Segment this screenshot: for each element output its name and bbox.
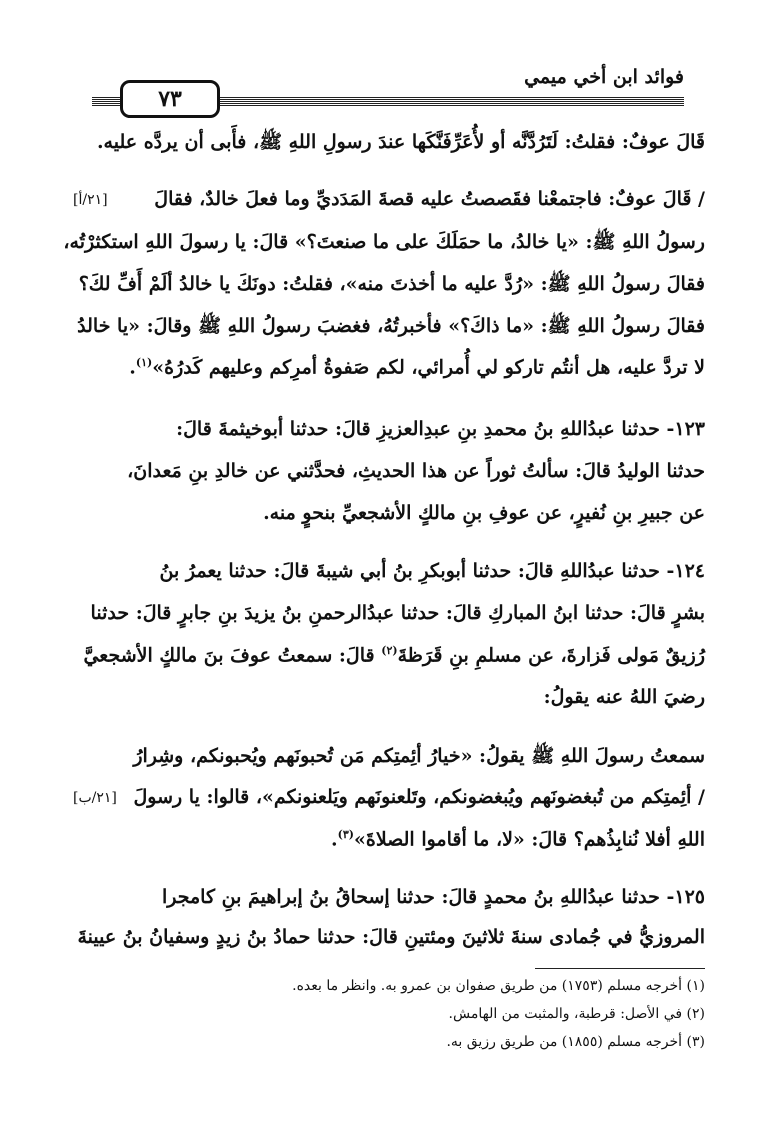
- text-fragment: رُزيقٌ مَولى فَزارةَ، عن مسلمِ بنِ قَرَظةَ: [397, 644, 705, 667]
- text-line: ١٢٤- حدثنا عبدُاللهِ قالَ: حدثنا أبوبكرِ بنُ أبي شيبةَ قالَ: حدثنا يعمرُ بنُ: [159, 560, 705, 582]
- text-fragment: لا تردَّ عليه، هل أنتُم تاركو لي أُمرائي، لكم صَفوةُ أمرِكم وعليهم كَدرُهُ»: [152, 356, 705, 379]
- page-number: ٧٣: [120, 80, 220, 118]
- text-line: بشرٍ قالَ: حدثنا ابنُ المباركِ قالَ: حدثنا عبدُالرحمنِ بنُ يزيدَ بنِ جابرٍ قالَ: حدثنا: [90, 602, 705, 624]
- folio-marker: [٢١/ب]: [73, 790, 117, 806]
- footnote-ref: (٢): [381, 644, 398, 657]
- text-line: اللهِ أفلا نُنابِذُهم؟ قالَ: «لا، ما أقاموا الصلاةَ»$^{(٣)}$.: [331, 828, 705, 851]
- text-fragment: قالَ: سمعتُ عوفَ بنَ مالكٍ الأشجعيَّ: [83, 644, 375, 667]
- book-title: فوائد ابن أخي ميمي: [524, 66, 684, 88]
- text-line: فقالَ رسولُ اللهِ ﷺ: «رُدَّ عليه ما أخذتَ منه»، فقلتُ: دونَكَ يا خالدُ ألَمْ أَفِّ لكَ؟: [78, 273, 705, 295]
- text-line: رضيَ اللهُ عنه يقولُ:: [543, 686, 705, 708]
- text-line: فقالَ رسولُ اللهِ ﷺ: «ما ذاكَ؟» فأخبرتُهُ، فغضبَ رسولُ اللهِ ﷺ وقالَ: «يا خالدُ: [77, 315, 705, 337]
- footnote-ref: (٣): [337, 828, 354, 841]
- text-line: ١٢٣- حدثنا عبدُاللهِ بنُ محمدِ بنِ عبدِالعزيزِ قالَ: حدثنا أبوخيثمةَ قالَ:: [176, 418, 705, 440]
- text-line: حدثنا الوليدُ قالَ: سألتُ ثوراً عن هذا الحديثِ، فحدَّثني عن خالدِ بنِ مَعدانَ،: [127, 460, 705, 482]
- text-line: لا تردَّ عليه، هل أنتُم تاركو لي أُمرائي، لكم صَفوةُ أمرِكم وعليهم كَدرُهُ»$^{(١)}$.: [129, 356, 705, 379]
- folio-marker: [٢١/أ]: [73, 192, 108, 208]
- footnote-3: (٣) أخرجه مسلم (١٨٥٥) من طريق رزيق به.: [446, 1034, 705, 1050]
- text-line: المروزيُّ في جُمادى سنةَ ثلاثينَ ومئتينِ قالَ: حدثنا حمادُ بنُ زيدٍ وسفيانُ بنُ عيينةَ: [77, 926, 705, 948]
- text-line: عن جبيرِ بنِ نُفيرٍ، عن عوفِ بنِ مالكٍ الأشجعيِّ بنحوٍ منه.: [263, 502, 705, 524]
- text-line: ١٢٥- حدثنا عبدُاللهِ بنُ محمدٍ قالَ: حدثنا إسحاقُ بنُ إبراهيمَ بنِ كامجرا: [161, 886, 705, 908]
- text-line: / قَالَ عوفٌ: فاجتمعْنا فقَصصتُ عليه قصةَ المَدَديِّ وما فعلَ خالدٌ، فقالَ: [154, 188, 705, 210]
- footnote-1: (١) أخرجه مسلم (١٧٥٣) من طريق صفوان بن عمرو به. وانظر ما بعده.: [292, 978, 705, 994]
- text-line: / أئِمتِكم من تُبغضونَهم ويُبغضونكم، وتَلعنونَهم ويَلعنونكم»، قالوا: يا رسولَ: [133, 786, 705, 808]
- footnote-ref: (١): [135, 356, 153, 369]
- text-fragment: اللهِ أفلا نُنابِذُهم؟ قالَ: «لا، ما أقاموا الصلاةَ»: [354, 828, 705, 851]
- text-line: سمعتُ رسولَ اللهِ ﷺ يقولُ: «خيارُ أئِمتِكم مَن تُحبونَهم ويُحبونكم، وشِرارُ: [133, 745, 705, 767]
- footnote-2: (٢) في الأصل: قرطبة، والمثبت من الهامش.: [448, 1006, 705, 1022]
- text-line: رسولُ اللهِ ﷺ: «يا خالدُ، ما حمَلَكَ على ما صنعتَ؟» قالَ: يا رسولَ اللهِ استكثرْتُه،: [63, 231, 705, 253]
- text-line: قَالَ عوفٌ: فقلتُ: لَتَرُدَّنَّه أو لأُعَرِّفَنَّكَها عندَ رسولِ اللهِ ﷺ، فأَبى أن يردَّه عليه.: [96, 131, 705, 153]
- footnote-list: [65, 0, 705, 1121]
